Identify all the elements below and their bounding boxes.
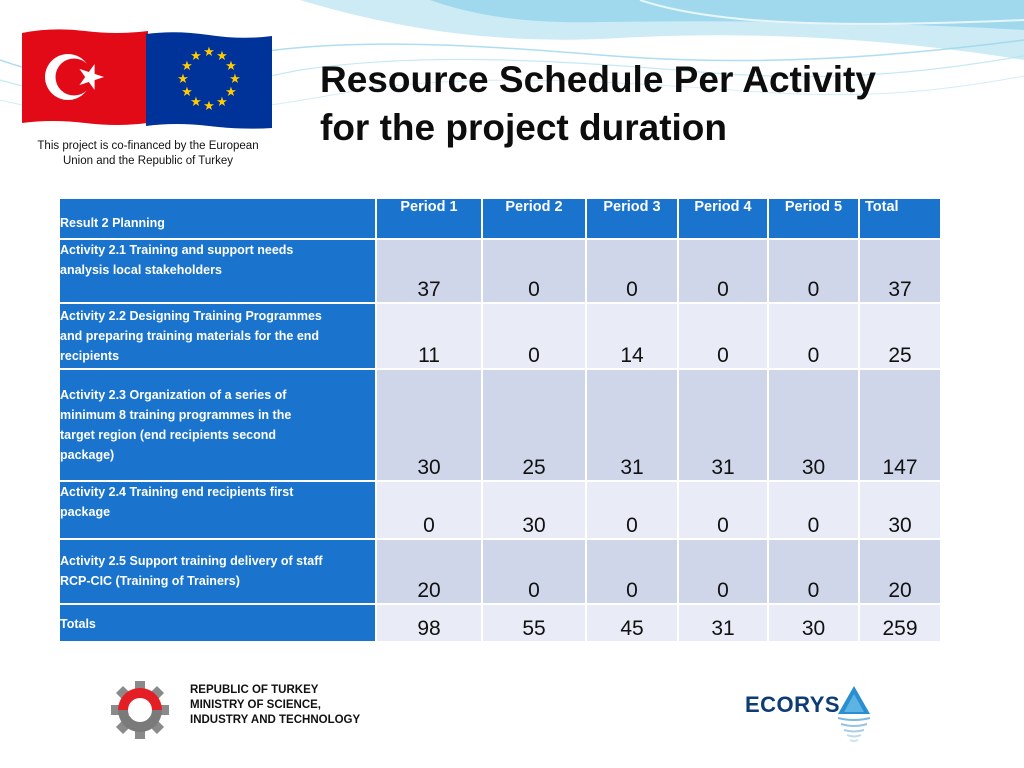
table-cell: 25 <box>482 369 586 481</box>
row-label-line: Activity 2.1 Training and support needs <box>60 243 294 257</box>
row-label-line: analysis local stakeholders <box>60 263 222 277</box>
column-header-period-1: Period 1 <box>376 198 482 239</box>
row-label-activity-2-5 <box>59 539 376 604</box>
column-header-total: Total <box>859 198 941 239</box>
svg-text:★: ★ <box>216 49 228 64</box>
row-label-activity-2-2 <box>59 303 376 369</box>
table-cell: 37 <box>376 239 482 303</box>
table-cell: 45 <box>586 604 678 642</box>
table-row-totals <box>59 604 941 642</box>
svg-text:★: ★ <box>229 72 241 87</box>
table-row <box>59 239 941 303</box>
cofinance-note <box>12 139 284 169</box>
svg-text:★: ★ <box>181 59 193 74</box>
table-cell: 55 <box>482 604 586 642</box>
row-label-line: minimum 8 training programmes in the <box>60 408 292 422</box>
table-cell: 0 <box>768 539 859 604</box>
table-cell: 0 <box>768 303 859 369</box>
table-cell: 30 <box>768 369 859 481</box>
table-cell-total: 25 <box>859 303 941 369</box>
table-cell: 0 <box>586 539 678 604</box>
column-header-period-2: Period 2 <box>482 198 586 239</box>
row-label-line: Activity 2.3 Organization of a series of <box>60 388 287 402</box>
title-line-2: for the project duration <box>320 107 727 148</box>
table-cell: 0 <box>678 303 768 369</box>
row-label-activity-2-1 <box>59 239 376 303</box>
ministry-line-1: REPUBLIC OF TURKEY <box>190 684 319 696</box>
table-cell: 0 <box>586 481 678 539</box>
row-label-line: Activity 2.5 Support training delivery of staff <box>60 554 323 568</box>
table-cell-total: 147 <box>859 369 941 481</box>
row-label-line: Activity 2.4 Training end recipients first <box>60 485 294 499</box>
table-cell: 30 <box>768 604 859 642</box>
row-label-activity-2-4 <box>59 481 376 539</box>
table-cell: 31 <box>586 369 678 481</box>
resource-schedule-table <box>58 197 942 643</box>
table-cell-total: 259 <box>859 604 941 642</box>
ministry-name <box>190 683 360 728</box>
turkish-flag-icon <box>22 27 148 127</box>
table-cell: 0 <box>482 303 586 369</box>
ministry-line-2: MINISTRY OF SCIENCE, <box>190 699 321 711</box>
ministry-gear-logo-icon <box>98 678 182 740</box>
table-cell: 30 <box>482 481 586 539</box>
row-label-line: recipients <box>60 349 120 363</box>
row-label-line: target region (end recipients second <box>60 428 277 442</box>
row-label-activity-2-3 <box>59 369 376 481</box>
table-cell: 98 <box>376 604 482 642</box>
page-title <box>320 56 980 152</box>
svg-text:★: ★ <box>181 85 193 100</box>
eu-flag-icon <box>146 30 272 130</box>
column-header-period-3: Period 3 <box>586 198 678 239</box>
svg-text:★: ★ <box>216 95 228 110</box>
table-row <box>59 303 941 369</box>
table-cell: 11 <box>376 303 482 369</box>
table-row <box>59 481 941 539</box>
table-cell: 0 <box>586 239 678 303</box>
corner-label: Result 2 Planning <box>59 198 376 239</box>
row-label-line: package) <box>60 448 115 462</box>
table-cell: 0 <box>482 539 586 604</box>
table-cell: 20 <box>376 539 482 604</box>
svg-text:★: ★ <box>225 59 237 74</box>
row-label-line: package <box>60 505 111 519</box>
table-row <box>59 539 941 604</box>
cofinance-line-2: Union and the Republic of Turkey <box>62 155 234 167</box>
table-cell-total: 30 <box>859 481 941 539</box>
table-cell: 31 <box>678 369 768 481</box>
table-row <box>59 369 941 481</box>
table-cell: 0 <box>678 239 768 303</box>
ministry-line-3: INDUSTRY AND TECHNOLOGY <box>190 714 361 726</box>
table-cell: 0 <box>768 481 859 539</box>
column-header-period-4: Period 4 <box>678 198 768 239</box>
svg-text:★: ★ <box>203 99 215 114</box>
column-header-period-5: Period 5 <box>768 198 859 239</box>
row-label-totals <box>59 604 376 642</box>
table-cell: 0 <box>376 481 482 539</box>
table-cell: 14 <box>586 303 678 369</box>
svg-text:★: ★ <box>190 95 202 110</box>
table-cell-total: 37 <box>859 239 941 303</box>
svg-text:★: ★ <box>203 45 215 60</box>
table-header-row <box>59 198 941 239</box>
table-cell: 0 <box>678 539 768 604</box>
table-cell: 0 <box>482 239 586 303</box>
ecorys-logo-icon <box>834 684 874 746</box>
table-cell: 0 <box>768 239 859 303</box>
row-label-line: and preparing training materials for the end <box>60 329 320 343</box>
svg-text:★: ★ <box>190 49 202 64</box>
table-cell: 0 <box>678 481 768 539</box>
table-cell: 30 <box>376 369 482 481</box>
table-cell-total: 20 <box>859 539 941 604</box>
cofinance-line-1: This project is co-financed by the European <box>37 140 259 152</box>
table-cell: 31 <box>678 604 768 642</box>
row-label-line: Activity 2.2 Designing Training Programmes <box>60 309 322 323</box>
title-line-1: Resource Schedule Per Activity <box>320 59 876 100</box>
svg-text:★: ★ <box>225 85 237 100</box>
row-label-line: Totals <box>60 617 96 631</box>
row-label-line: RCP-CIC (Training of Trainers) <box>60 574 240 588</box>
svg-text:★: ★ <box>177 72 189 87</box>
ecorys-wordmark: ECORYS <box>745 692 841 717</box>
